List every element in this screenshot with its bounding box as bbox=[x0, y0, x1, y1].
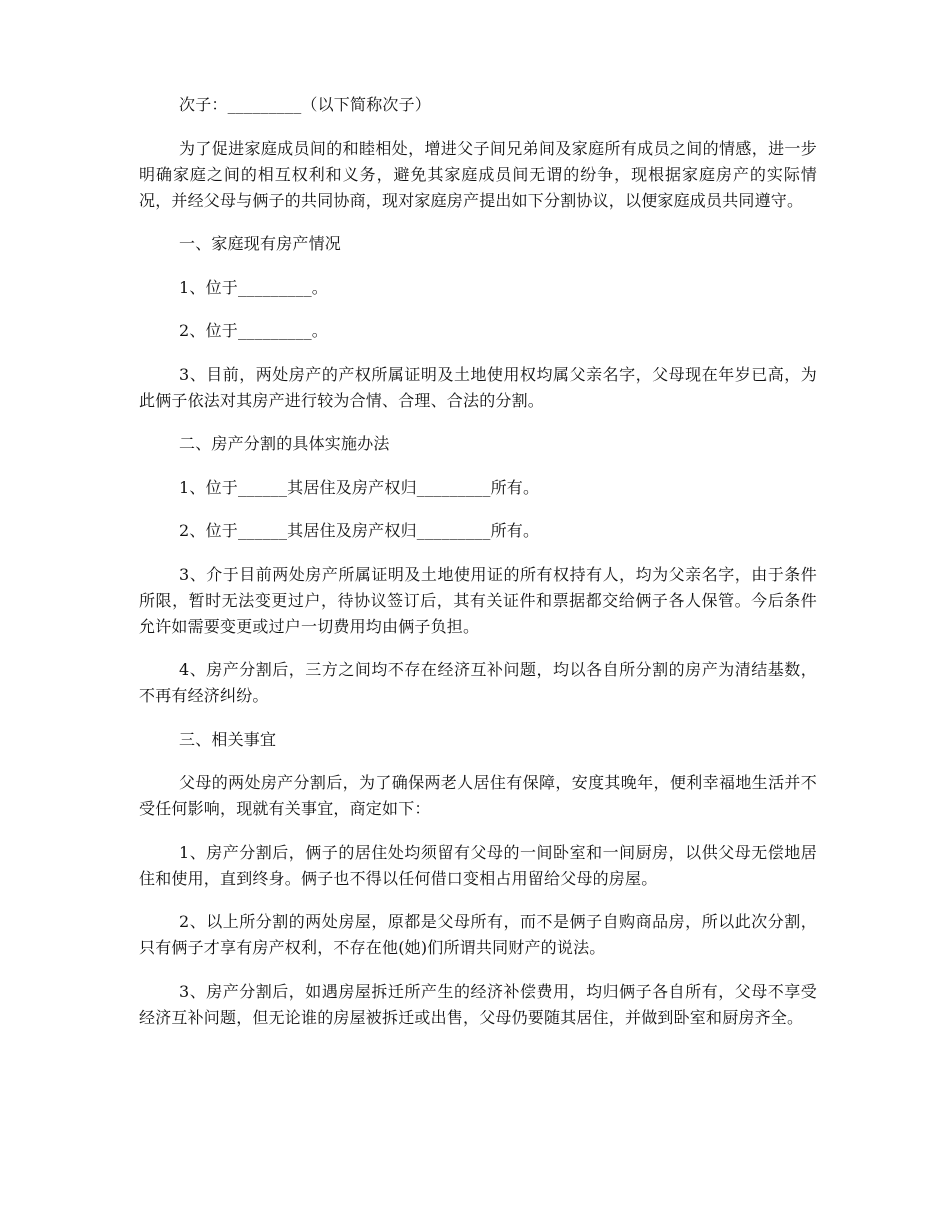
preamble-paragraph: 为了促进家庭成员间的和睦相处，增进父子间兄弟间及家庭所有成员之间的情感，进一步明确家庭之间的相互权利和义务，避免其家庭成员间无谓的纷争，现根据家庭房产的实际情况，并经父母与俩子的共同协商，现对家庭房产提出如下分割协议，以便家庭成员共同遵守。 bbox=[139, 138, 817, 210]
property-item-1: 1、位于_________。 bbox=[179, 277, 328, 297]
second-son-line: 次子：_________（以下简称次子） bbox=[179, 95, 432, 114]
matters-intro-paragraph: 父母的两处房产分割后，为了确保两老人居住有保障，安度其晚年，便利幸福地生活并不受任何影响，现就有关事宜，商定如下： bbox=[139, 773, 817, 818]
matters-item-1: 1、房产分割后，俩子的居住处均须留有父母的一间卧室和一间厨房，以供父母无偿地居住和使用，直到终身。俩子也不得以任何借口变相占用留给父母的房屋。 bbox=[139, 842, 817, 888]
section-heading-1: 一、家庭现有房产情况 bbox=[179, 234, 342, 253]
document-body bbox=[139, 92, 817, 1048]
section-heading-3: 三、相关事宜 bbox=[179, 729, 277, 749]
division-item-1: 1、位于______其居住及房产权归_________所有。 bbox=[179, 477, 540, 497]
matters-item-2: 2、以上所分割的两处房屋，原都是父母所有，而不是俩子自购商品房，所以此次分割，只有俩子才享有房产权利，不存在他(她)们所谓共同财产的说法。 bbox=[139, 912, 817, 957]
division-item-4: 4、房产分割后，三方之间均不存在经济互补问题，均以各自所分割的房产为清结基数，不再有经济纠纷。 bbox=[139, 660, 817, 705]
division-item-3: 3、介于目前两处房产所属证明及土地使用证的所有权持有人，均为父亲名字，由于条件所限，暂时无法变更过户，待协议签订后，其有关证件和票据都交给俩子各人保管。今后条件允许如需要变更或过户一切费用均由俩子负担。 bbox=[139, 564, 817, 636]
division-item-2: 2、位于______其居住及房产权归_________所有。 bbox=[179, 521, 540, 540]
property-item-3: 3、目前，两处房产的产权所属证明及土地使用权均属父亲名字，父母现在年岁已高，为此俩子依法对其房产进行较为合情、合理、合法的分割。 bbox=[139, 364, 817, 410]
matters-item-3: 3、房产分割后，如遇房屋拆迁所产生的经济补偿费用，均归俩子各自所有，父母不享受经济互补问题，但无论谁的房屋被拆迁或出售，父母仍要随其居住，并做到卧室和厨房齐全。 bbox=[139, 981, 817, 1027]
section-heading-2: 二、房产分割的具体实施办法 bbox=[179, 434, 390, 453]
property-item-2: 2、位于_________。 bbox=[179, 321, 328, 340]
